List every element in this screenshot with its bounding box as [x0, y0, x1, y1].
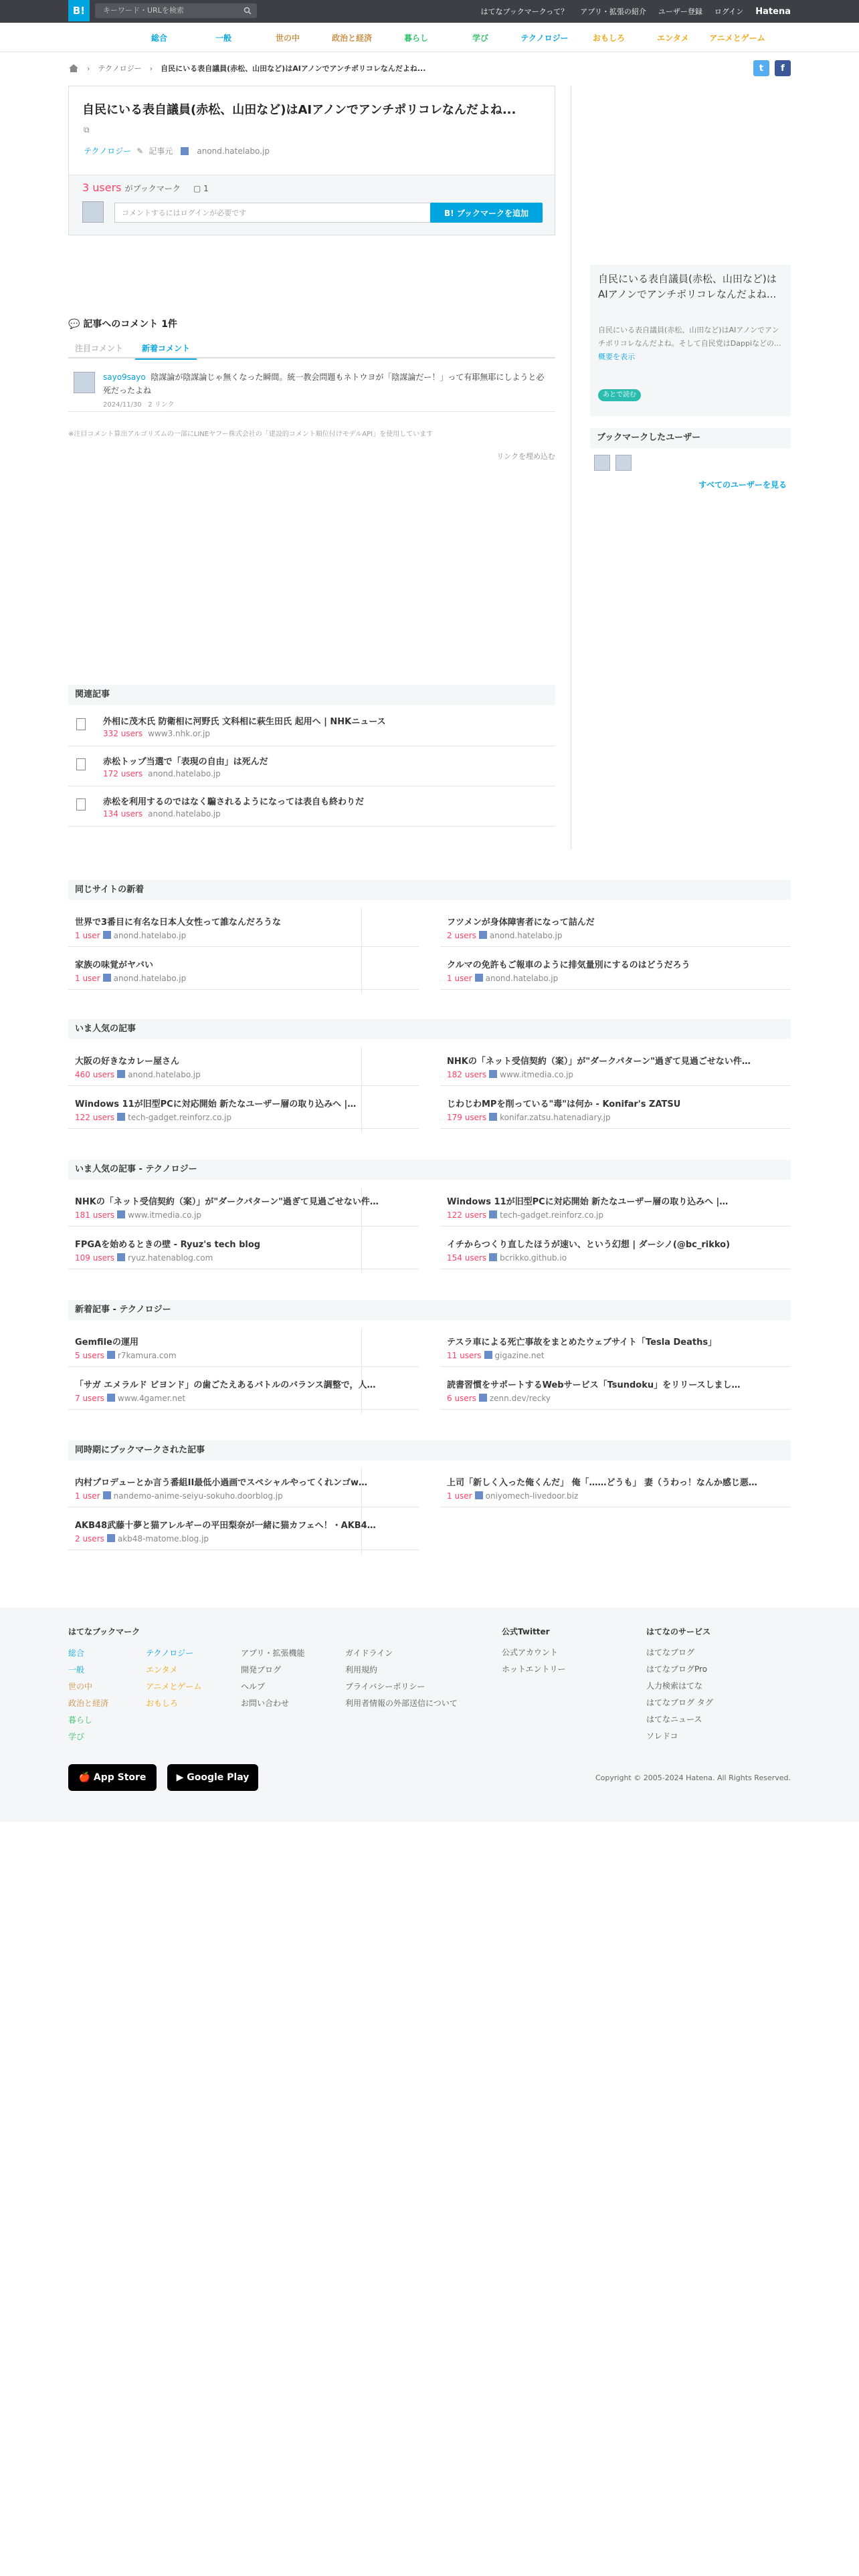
avatar[interactable] — [74, 372, 95, 393]
google-play-button[interactable]: ▶ Google Play — [167, 1764, 258, 1791]
article-title[interactable]: フツメンが身体障害者になって詰んだ — [447, 918, 595, 928]
summary-text: 自民にいる表自議員(赤松、山田など)はAIアノンでアンチポリコレなんだよね。そして自民党はDappiなどの... 概要を表示 — [598, 326, 781, 361]
footer-link[interactable]: ホットエントリー — [502, 1665, 566, 1674]
article-title[interactable]: 家族の味覚がヤバい — [75, 960, 154, 970]
tag-badge[interactable]: あとで読む — [598, 389, 641, 401]
ad-slot — [590, 86, 791, 253]
comment-link[interactable]: 2 リンク — [148, 401, 175, 409]
services-heading: はてなのサービス — [646, 1627, 711, 1636]
site-favicon — [103, 974, 111, 982]
avatar — [82, 201, 104, 223]
article-meta: 122 users tech-gadget.reinforz.co.jp — [447, 1210, 603, 1220]
footer-link[interactable]: 利用規約 — [345, 1665, 378, 1675]
nav-item-6[interactable]: テクノロジー — [520, 33, 569, 43]
article-title[interactable]: クルマの免許もご報車のように排気量別にするのはどうだろう — [447, 960, 690, 970]
footer-link[interactable]: ソレドコ — [646, 1731, 678, 1741]
article-item[interactable] — [440, 1327, 791, 1367]
article-meta: 5 users r7kamura.com — [75, 1351, 177, 1360]
footer-link[interactable]: 利用者情報の外部送信について — [345, 1699, 458, 1708]
nav-item-7[interactable]: おもしろ — [592, 33, 625, 43]
home-icon[interactable] — [68, 64, 79, 73]
entry-box — [68, 86, 555, 235]
related-title[interactable]: 赤松トップ当選で「表現の自由」は死んだ — [103, 757, 268, 767]
article-item[interactable] — [68, 1467, 419, 1507]
article-item[interactable] — [68, 1327, 419, 1367]
footer-category-link[interactable]: エンタメ — [146, 1665, 178, 1675]
site-favicon — [475, 1491, 483, 1499]
article-item[interactable] — [68, 1229, 419, 1269]
nav-item-3[interactable]: 政治と経済 — [331, 33, 372, 43]
nav-item-8[interactable]: エンタメ — [657, 33, 689, 43]
footer-category-link[interactable]: 政治と経済 — [68, 1699, 109, 1708]
article-item[interactable] — [68, 1046, 419, 1086]
site-favicon — [117, 1253, 125, 1261]
footer-category-link[interactable]: 世の中 — [68, 1682, 93, 1691]
tab-new[interactable]: 新着コメント — [135, 338, 197, 360]
article-title[interactable]: じわじわMPを削っている"毒"は何か - Konifar's ZATSU — [447, 1099, 681, 1109]
entry-category[interactable]: テクノロジー — [84, 146, 132, 156]
site-favicon — [489, 1113, 497, 1121]
footer-link[interactable]: はてなブログ — [646, 1648, 695, 1657]
footer-category-link[interactable]: アニメとゲーム — [146, 1682, 202, 1691]
site-favicon — [489, 1210, 497, 1218]
bookmark-users-heading: ブックマークしたユーザー — [590, 428, 791, 448]
article-item[interactable] — [440, 950, 791, 990]
comments-heading: 💬 記事へのコメント 1件 — [68, 319, 177, 330]
same-time-heading: 同時期にブックマークされた記事 — [68, 1440, 791, 1461]
article-item[interactable] — [68, 907, 419, 947]
nav-item-9[interactable]: アニメとゲーム — [709, 33, 765, 43]
article-meta: 2 users anond.hatelabo.jp — [447, 931, 563, 940]
article-meta: 6 users zenn.dev/recky — [447, 1394, 551, 1403]
article-item[interactable] — [440, 1186, 791, 1226]
article-meta: 7 users www.4gamer.net — [75, 1394, 186, 1403]
external-link-icon[interactable]: ⧉ — [84, 125, 90, 134]
article-title[interactable]: AKB48武藤十夢と猫アレルギーの平田梨奈が一緒に猫カフェへ！・AKB4… — [75, 1521, 376, 1531]
article-title[interactable]: NHKの「ネット受信契約（案）」が"ダークパターン"過ぎて見過ごせない件… — [447, 1057, 751, 1067]
hatena-bookmark-logo[interactable]: B! — [68, 0, 90, 21]
nav-item-5[interactable]: 学び — [472, 33, 488, 43]
article-item[interactable] — [440, 1229, 791, 1269]
comment-text: sayo9sayo 陰謀論が陰謀論じゃ無くなった瞬間。統一教会問題もネトウヨが「陰謀論だー！」って有耶無耶にしようと必死だったよね — [103, 372, 545, 395]
apps-link[interactable]: アプリ・拡張の紹介 — [580, 7, 646, 16]
article-meta: 154 users bcrikko.github.io — [447, 1253, 567, 1263]
footer-link[interactable]: アプリ・拡張機能 — [241, 1648, 305, 1658]
comment-input[interactable]: コメントするにはログインが必要です — [114, 203, 433, 223]
site-favicon — [117, 1210, 125, 1218]
same-site-heading: 同じサイトの新着 — [68, 880, 791, 900]
comment-icon: 💬 — [68, 319, 80, 330]
search-placeholder: キーワード・URLを検索 — [103, 6, 184, 15]
copyright: Copyright © 2005-2024 Hatena. All Rights Reserved. — [595, 1774, 791, 1782]
chevron-right-icon: › — [149, 64, 153, 73]
twitter-share-icon[interactable]: t — [753, 60, 769, 76]
source-label: 記事元 — [149, 146, 173, 156]
entry-domain[interactable]: anond.hatelabo.jp — [197, 146, 270, 156]
article-meta: 1 user anond.hatelabo.jp — [75, 974, 187, 983]
see-all-users-link[interactable]: すべてのユーザーを見る — [698, 480, 787, 490]
article-item[interactable] — [440, 1046, 791, 1086]
nav-item-2[interactable]: 世の中 — [275, 33, 300, 43]
article-meta: 181 users www.itmedia.co.jp — [75, 1210, 202, 1220]
related-meta: 172 users anond.hatelabo.jp — [103, 769, 221, 778]
footer-link[interactable]: お問い合わせ — [241, 1699, 290, 1708]
article-title[interactable]: Windows 11が旧型PCに対応開始 新たなユーザー層の取り込みへ |… — [447, 1197, 729, 1207]
article-title[interactable]: イチからつくり直したほうが速い、という幻想 | ダーシノ(@bc_rikko) — [447, 1240, 731, 1250]
article-item[interactable] — [440, 1467, 791, 1507]
summary-title: 自民にいる表自議員(赤松、山田など)はAIアノンでアンチポリコレなんだよね... — [598, 273, 777, 300]
footer-link[interactable]: ガイドライン — [345, 1648, 393, 1658]
site-favicon — [489, 1253, 497, 1261]
entry-summary-card — [590, 265, 791, 416]
comment-item — [68, 365, 555, 412]
search-input[interactable] — [95, 3, 257, 18]
related-meta: 332 users www3.nhk.or.jp — [103, 729, 210, 738]
new-tech-heading: 新着記事 - テクノロジー — [68, 1300, 791, 1320]
footer-brand: はてなブックマーク — [68, 1627, 140, 1636]
article-meta: 182 users www.itmedia.co.jp — [447, 1070, 574, 1079]
nav-item-4[interactable]: 暮らし — [403, 33, 428, 43]
site-favicon — [475, 974, 483, 982]
popular-tech-heading: いま人気の記事 - テクノロジー — [68, 1160, 791, 1180]
site-favicon — [107, 1534, 115, 1542]
embed-link[interactable]: リンクを埋め込む — [496, 452, 555, 461]
article-meta: 11 users gigazine.net — [447, 1351, 545, 1360]
algorithm-note: ※注目コメント算出アルゴリズムの一部にLINEヤフー株式会社の「建設的コメント順位付けモデルAPI」を使用しています — [68, 431, 434, 438]
edit-icon: ✎ — [136, 146, 144, 156]
article-title[interactable]: 「サガ エメラルド ビヨンド」の歯ごたえあるバトルのバランス調整で，人… — [75, 1380, 376, 1390]
comment-date: 2024/11/30 2 リンク — [103, 401, 175, 409]
footer-link[interactable]: 人力検索はてな — [646, 1681, 703, 1691]
article-item[interactable] — [68, 950, 419, 990]
site-favicon — [103, 1491, 111, 1499]
site-favicon — [484, 1351, 492, 1359]
article-meta: 1 user anond.hatelabo.jp — [447, 974, 559, 983]
comment-user[interactable]: sayo9sayo — [103, 372, 146, 382]
document-icon — [76, 718, 86, 730]
category-nav — [0, 23, 859, 52]
search-icon[interactable] — [244, 7, 252, 15]
nav-item-1[interactable]: 一般 — [215, 33, 231, 43]
facebook-share-icon[interactable]: f — [775, 60, 791, 76]
footer-category-link[interactable]: 学び — [68, 1732, 85, 1741]
article-meta: 109 users ryuz.hatenablog.com — [75, 1253, 213, 1263]
show-summary-link[interactable]: 概要を表示 — [598, 352, 635, 361]
related-item[interactable] — [68, 746, 555, 786]
footer-link[interactable]: はてなブログ タグ — [646, 1698, 713, 1707]
article-title[interactable]: FPGAを始めるときの壁 - Ryuz's tech blog — [75, 1240, 261, 1250]
users-count[interactable]: 3 users がブックマーク — [82, 181, 181, 194]
site-favicon — [181, 147, 189, 155]
related-item[interactable] — [68, 786, 555, 827]
popular-heading: いま人気の記事 — [68, 1019, 791, 1039]
comment-count: ▢ 1 — [193, 184, 209, 193]
breadcrumb-category[interactable]: テクノロジー — [98, 64, 142, 73]
article-item[interactable] — [68, 1186, 419, 1226]
add-bookmark-button[interactable]: B! ブックマークを追加 — [430, 203, 543, 223]
article-item[interactable] — [440, 1089, 791, 1129]
hatena-logo[interactable]: Hatena — [755, 6, 791, 17]
related-item[interactable] — [68, 706, 555, 746]
article-meta: 122 users tech-gadget.reinforz.co.jp — [75, 1113, 231, 1122]
avatar[interactable] — [615, 455, 632, 471]
article-meta: 1 user oniyomech-livedoor.biz — [447, 1491, 579, 1501]
footer-link[interactable]: ヘルプ — [241, 1682, 266, 1691]
site-favicon — [107, 1394, 115, 1402]
site-favicon — [489, 1070, 497, 1078]
entry-title[interactable]: 自民にいる表自議員(赤松、山田など)はAIアノンでアンチポリコレなんだよね... — [82, 103, 516, 117]
footer-link[interactable]: 開発ブログ — [241, 1665, 282, 1675]
breadcrumb-title: 自民にいる表自議員(赤松、山田など)はAIアノンでアンチポリコレなんだよね... — [161, 64, 426, 73]
site-favicon — [479, 1394, 487, 1402]
footer-link[interactable]: プライバシーポリシー — [345, 1682, 425, 1691]
article-meta: 460 users anond.hatelabo.jp — [75, 1070, 201, 1079]
site-favicon — [479, 931, 487, 939]
login-link[interactable]: ログイン — [714, 7, 744, 16]
footer-category-link[interactable]: 総合 — [68, 1648, 85, 1658]
twitter-heading: 公式Twitter — [502, 1627, 550, 1636]
footer-category-link[interactable]: おもしろ — [146, 1699, 179, 1708]
article-title[interactable]: Windows 11が旧型PCに対応開始 新たなユーザー層の取り込みへ |… — [75, 1099, 357, 1109]
article-item[interactable] — [440, 1370, 791, 1410]
article-meta: 2 users akb48-matome.blog.jp — [75, 1534, 209, 1543]
register-link[interactable]: ユーザー登録 — [658, 7, 702, 16]
about-link[interactable]: はてなブックマークって？ — [480, 7, 569, 16]
related-meta: 134 users anond.hatelabo.jp — [103, 809, 221, 819]
article-title[interactable]: 上司「新しく入った俺くんだ」 俺「……どうも」 妻（うわっ！なんか感じ悪… — [447, 1478, 757, 1488]
article-item[interactable] — [68, 1370, 419, 1410]
breadcrumb — [68, 60, 791, 76]
avatar[interactable] — [594, 455, 610, 471]
comment-tabs — [68, 338, 555, 358]
article-title[interactable]: 読書習慣をサポートするWebサービス「Tsundoku」をリリースしまし… — [447, 1380, 741, 1390]
article-title[interactable]: 大阪の好きなカレー屋さん — [75, 1057, 180, 1067]
site-favicon — [117, 1113, 125, 1121]
related-title[interactable]: 外相に茂木氏 防衛相に河野氏 文科相に萩生田氏 起用へ | NHKニュース — [103, 717, 386, 727]
nav-item-0[interactable]: 総合 — [151, 33, 167, 43]
footer-link[interactable]: はてなニュース — [646, 1715, 702, 1724]
footer-link[interactable]: 公式アカウント — [502, 1648, 558, 1657]
footer-category-link[interactable]: 一般 — [68, 1665, 85, 1675]
article-title[interactable]: 世界で3番目に有名な日本人女性って誰なんだろうな — [75, 918, 282, 928]
site-favicon — [103, 931, 111, 939]
chevron-right-icon: › — [87, 64, 90, 73]
tab-popular[interactable]: 注目コメント — [75, 344, 124, 353]
article-item[interactable] — [440, 907, 791, 947]
document-icon — [76, 798, 86, 811]
top-bar — [0, 0, 859, 23]
article-meta: 1 user nandemo-anime-seiyu-sokuho.doorblog.jp — [75, 1491, 283, 1501]
article-title[interactable]: NHKの「ネット受信契約（案）」が"ダークパターン"過ぎて見過ごせない件… — [75, 1197, 379, 1207]
article-item[interactable] — [68, 1089, 419, 1129]
footer-category-link[interactable]: テクノロジー — [146, 1648, 194, 1658]
article-title[interactable]: 内村プロデューとか言う番組II最低小過画でスペシャルやってくれンゴw… — [75, 1478, 368, 1488]
related-title[interactable]: 赤松を利用するのではなく騙されるようになっては表自も終わりだ — [103, 797, 365, 807]
article-meta: 179 users konifar.zatsu.hatenadiary.jp — [447, 1113, 611, 1122]
article-meta: 1 user anond.hatelabo.jp — [75, 931, 187, 940]
related-heading: 関連記事 — [68, 685, 555, 705]
article-item[interactable] — [68, 1510, 419, 1550]
app-store-button[interactable]: 🍎 App Store — [68, 1764, 157, 1791]
site-favicon — [117, 1070, 125, 1078]
article-title[interactable]: Gemfileの運用 — [75, 1337, 138, 1348]
footer-link[interactable]: はてなブログPro — [646, 1665, 708, 1674]
footer-category-link[interactable]: 暮らし — [68, 1715, 93, 1725]
article-title[interactable]: テスラ車による死亡事故をまとめたウェブサイト「Tesla Deaths」 — [447, 1337, 717, 1348]
site-favicon — [107, 1351, 115, 1359]
document-icon — [76, 758, 86, 770]
